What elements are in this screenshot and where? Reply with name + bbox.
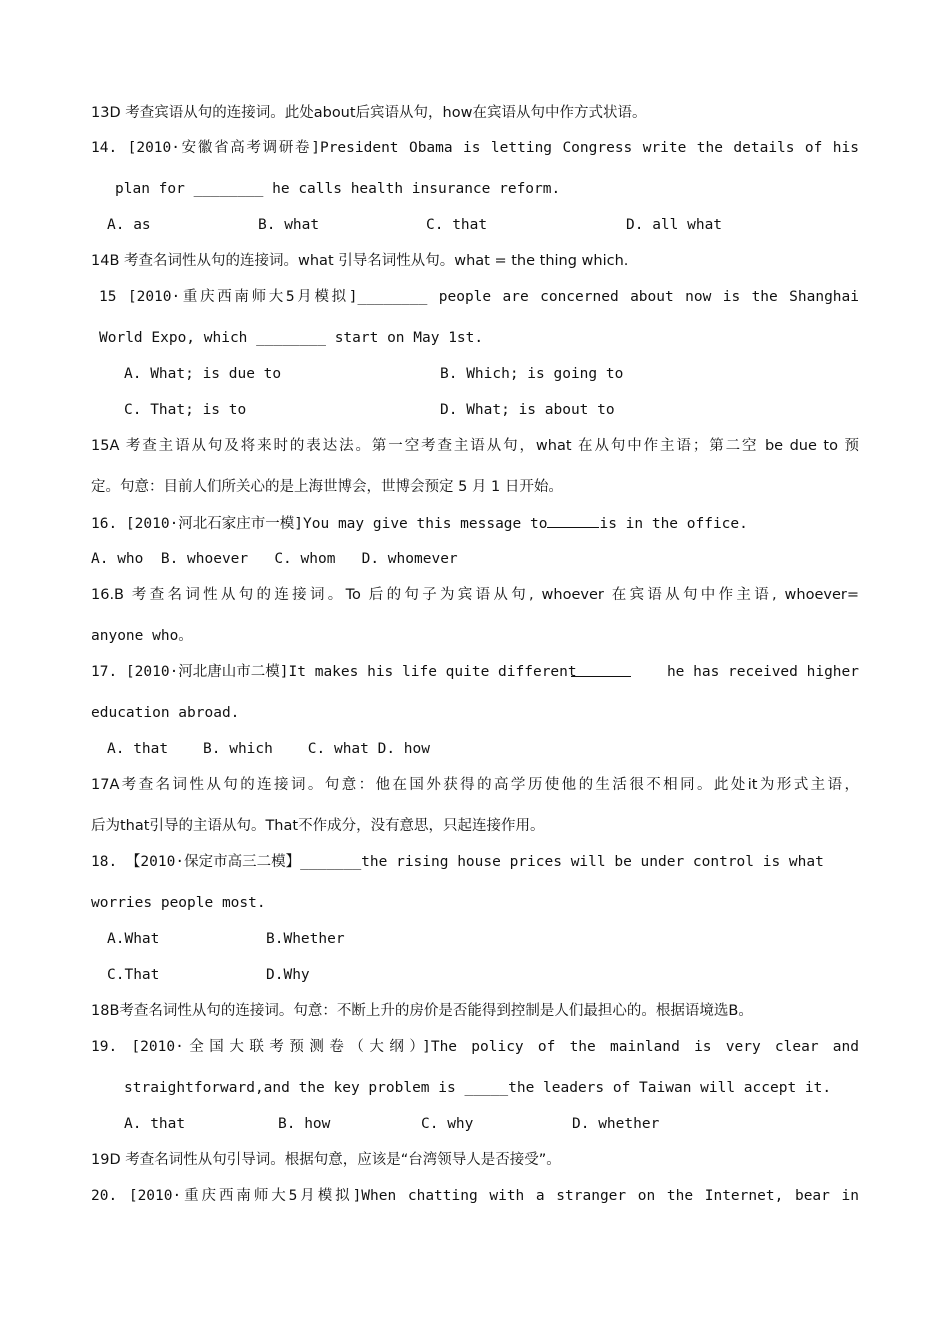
- options-17: A. that B. which C. what D. how: [107, 741, 431, 757]
- answer-blank: [571, 662, 631, 677]
- option-14-c: C. that: [426, 217, 488, 233]
- option-14-a: A. as: [107, 217, 151, 233]
- question-18-cont: worries people most.: [91, 895, 266, 911]
- answer-19: 19D 考查名词性从句引导词。根据句意，应该是“台湾领导人是否接受”。: [91, 1152, 561, 1168]
- option-19-d: D. whether: [572, 1116, 660, 1132]
- option-18-b: B.Whether: [266, 931, 345, 947]
- answer-15: 15A 考查主语从句及将来时的表达法。第一空考查主语从句，what 在从句中作主语；第二空 be due to 预: [91, 438, 859, 454]
- answer-17: 17A考查名词性从句的连接词。句意：他在国外获得的高学历使他的生活很不相同。此处it为形式主语，: [91, 777, 859, 793]
- question-20: 20. [2010·重庆西南师大5月模拟]When chatting with a stranger on the Internet, bear in: [91, 1188, 859, 1204]
- option-15-c: C. That; is to: [124, 402, 247, 418]
- question-18: 18. 【2010·保定市高三二模】_______the rising house prices will be under control is what: [91, 854, 824, 870]
- option-15-a: A. What; is due to: [124, 366, 282, 382]
- answer-15-cont: 定。句意：目前人们所关心的是上海世博会，世博会预定 5 月 1 日开始。: [91, 479, 563, 495]
- answer-13: 13D 考查宾语从句的连接词。此处about后宾语从句，how在宾语从句中作方式状语。: [91, 105, 647, 121]
- question-19: 19. [2010·全国大联考预测卷（大纲）]The policy of the mainland is very clear and: [91, 1039, 859, 1055]
- answer-18: 18B考查名词性从句的连接词。句意：不断上升的房价是否能得到控制是人们最担心的。根据语境选B。: [91, 1003, 753, 1019]
- option-14-d: D. all what: [626, 217, 723, 233]
- answer-16-cont: anyone who。: [91, 628, 193, 644]
- option-15-d: D. What; is about to: [440, 402, 615, 418]
- question-15-cont: World Expo, which ________ start on May 1st.: [99, 330, 484, 346]
- answer-16: 16.B 考查名词性从句的连接词。To 后的句子为宾语从句, whoever 在宾语从句中作主语, whoever=: [91, 587, 859, 603]
- option-18-d: D.Why: [266, 967, 310, 983]
- question-14-cont: plan for ________ he calls health insurance reform.: [115, 181, 561, 197]
- option-18-c: C.That: [107, 967, 160, 983]
- question-14: 14. [2010·安徽省高考调研卷]President Obama is letting Congress write the details of his: [91, 140, 859, 156]
- option-14-b: B. what: [258, 217, 320, 233]
- option-19-a: A. that: [124, 1116, 186, 1132]
- question-17-cont: education abroad.: [91, 705, 240, 721]
- option-15-b: B. Which; is going to: [440, 366, 624, 382]
- question-19-cont: straightforward,and the key problem is _____the leaders of Taiwan will accept it.: [124, 1080, 832, 1096]
- question-15: 15 [2010·重庆西南师大5月模拟]________ people are concerned about now is the Shanghai: [99, 289, 859, 305]
- answer-14: 14B 考查名词性从句的连接词。what 引导名词性从句。what = the thing which.: [91, 253, 629, 269]
- options-16: A. who B. whoever C. whom D. whomever: [91, 551, 458, 567]
- question-16: 16. [2010·河北石家庄市一模]You may give this message to is in the office.: [91, 513, 748, 534]
- option-19-c: C. why: [421, 1116, 474, 1132]
- answer-blank: [547, 513, 599, 528]
- question-17: 17. [2010·河北唐山市二模]It makes his life quite different he has received higher: [91, 664, 859, 680]
- answer-17-cont: 后为that引导的主语从句。That不作成分，没有意思，只起连接作用。: [91, 818, 545, 834]
- option-18-a: A.What: [107, 931, 160, 947]
- option-19-b: B. how: [278, 1116, 331, 1132]
